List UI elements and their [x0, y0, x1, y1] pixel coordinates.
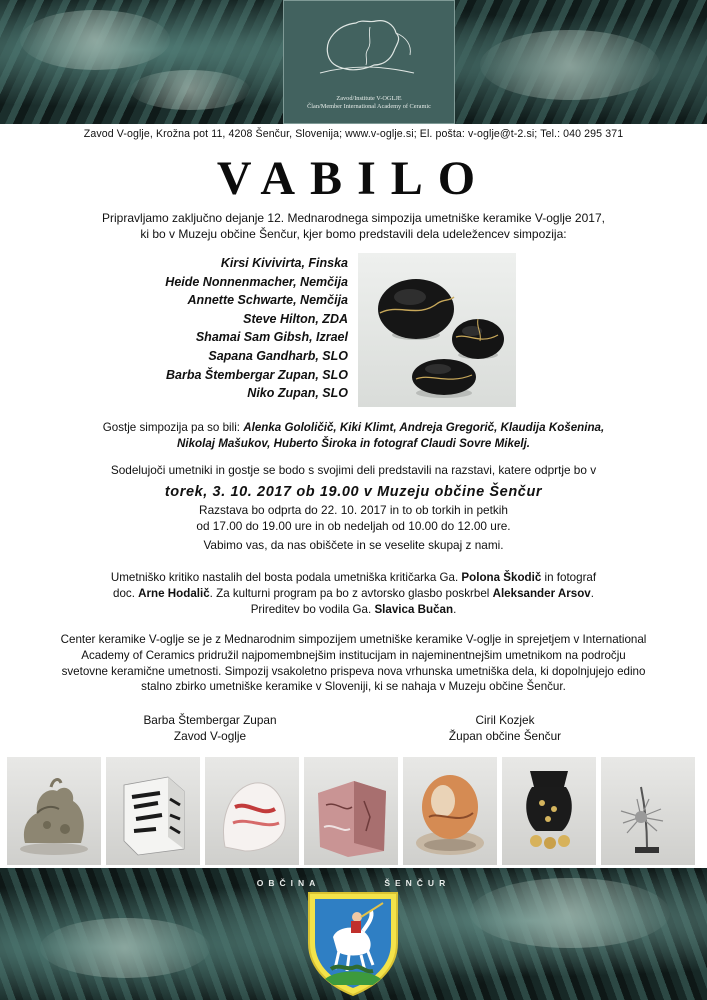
musician-name: Aleksander Arsov: [492, 586, 591, 600]
critic-name: Polona Škodič: [461, 571, 542, 584]
artwork-thumbnail: [502, 757, 596, 865]
critique-text-part: .: [453, 602, 457, 616]
critique-text-part: in fotograf: [541, 571, 597, 584]
guests-text: [80, 420, 627, 451]
critique-text-part: doc.: [113, 586, 139, 600]
institute-logo: [283, 0, 455, 124]
signature-right-org: Župan občine Šenčur: [448, 729, 562, 743]
opening-hours: [80, 503, 627, 534]
exhibition-intro: Sodelujoči umetniki in gostje se bodo s svojimi deli predstavili na razstavi, katere odprtje bo v: [110, 463, 597, 477]
center-description-line: Academy of Ceramics pridružil najpomembnejšim institucijam in najeminentnejšim umetnikom na področju: [81, 648, 626, 662]
center-description-line: svetovne keramične umetnosti. Simpozij vsakoletno prispeva nova vrhunska umetniška dela, ki dopolnjujejo edino: [61, 664, 646, 678]
signature-right: [410, 712, 600, 744]
artwork-thumbnail: [601, 757, 695, 865]
event-date: torek, 3. 10. 2017 ob 19.00 v Muzeju občine Šenčur: [164, 484, 543, 500]
artwork-gallery: [7, 757, 707, 865]
invitation-line: Vabimo vas, da nas obiščete in se veselite skupaj z nami.: [203, 538, 504, 552]
ceramic-stones-photo: [358, 253, 516, 407]
participant-item: Niko Zupan, SLO: [247, 386, 348, 401]
logo-line-1: Zavod/Institute V-OGLJE: [336, 95, 402, 102]
signature-left-org: Zavod V-oglje: [173, 729, 247, 743]
artwork-thumbnail: [403, 757, 497, 865]
center-description: [44, 632, 663, 695]
critique-text-part: . Za kulturni program pa bo z avtorsko glasbo poskrbel: [209, 586, 493, 600]
participant-item: Kirsi Kivivirta, Finska: [220, 256, 348, 270]
intro-line-1: Pripravljamo zaključno dejanje 12. Mednarodnega simpozija umetniške keramike V-oglje 2017,: [102, 211, 605, 225]
guests-names-2: Nikolaj Mašukov, Huberto Široka in fotograf Claudi Sovre Mikelj.: [176, 436, 531, 450]
center-description-line: Center keramike V-oglje se je z Mednarodnim simpozijem umetniške keramike V-oglje in sprejetjem v International: [60, 633, 647, 646]
intro-text: [60, 210, 647, 242]
critique-text-part: Umetniško kritiko nastalih del bosta podala umetniška kritičarka Ga.: [110, 571, 462, 584]
critique-text: [60, 570, 647, 617]
signature-left: [100, 712, 320, 744]
guests-names-1: Alenka Gololičič, Kiki Klimt, Andreja Gregorič, Klaudija Košenina,: [243, 421, 605, 434]
artwork-thumbnail: [106, 757, 200, 865]
contact-line: Zavod V-oglje, Krožna pot 11, 4208 Šenčur, Slovenija; www.v-oglje.si; El. pošta: v-oglje@t-2.si; Tel.: 040 295 371: [83, 128, 624, 140]
photographer-name: Arne Hodalič: [138, 586, 210, 600]
intro-line-2: ki bo v Muzeju občine Šenčur, kjer bomo predstavili dela udeležencev simpozija:: [140, 227, 567, 241]
critique-text-part: .: [590, 586, 594, 600]
guests-prefix: Gostje simpozija pa so bili:: [102, 421, 244, 434]
logo-line-2: Član/Member International Academy of Ceramic: [307, 103, 431, 110]
artwork-thumbnail: [304, 757, 398, 865]
artwork-thumbnail: [7, 757, 101, 865]
host-name: Slavica Bučan: [374, 602, 454, 616]
participant-item: Annette Schwarte, Nemčija: [187, 293, 348, 308]
municipality-word-right: ŠENČUR: [384, 878, 451, 888]
signature-left-name: Barba Štembergar Zupan: [143, 713, 277, 727]
coat-of-arms-icon: [303, 887, 403, 1000]
municipality-word-left: OBČINA: [256, 878, 321, 888]
signature-right-name: Ciril Kozjek: [475, 713, 535, 727]
participant-item: Heide Nonnenmacher, Nemčija: [165, 274, 348, 289]
participant-item: Shamai Sam Gibsh, Izrael: [195, 330, 348, 345]
participant-item: Sapana Gandharb, SLO: [208, 348, 348, 363]
participant-item: Barba Štembergar Zupan, SLO: [166, 367, 348, 382]
critique-text-part: Prireditev bo vodila Ga.: [250, 602, 375, 616]
opening-hours-line-1: Razstava bo odprta do 22. 10. 2017 in to ob torkih in petkih: [199, 503, 508, 517]
participant-item: Steve Hilton, ZDA: [243, 311, 348, 326]
artwork-thumbnail: [205, 757, 299, 865]
center-description-line: stalno zbirko umetniške keramike v Sloveniji, ki se nahaja v Muzeju občine Šenčur.: [141, 680, 566, 694]
participants-list: [100, 254, 348, 403]
page-title: VABILO: [216, 152, 491, 205]
logo-mark-icon: [310, 9, 430, 93]
opening-hours-line-2: od 17.00 do 19.00 ure in ob nedeljah od 10.00 do 12.00 ure.: [196, 518, 511, 533]
